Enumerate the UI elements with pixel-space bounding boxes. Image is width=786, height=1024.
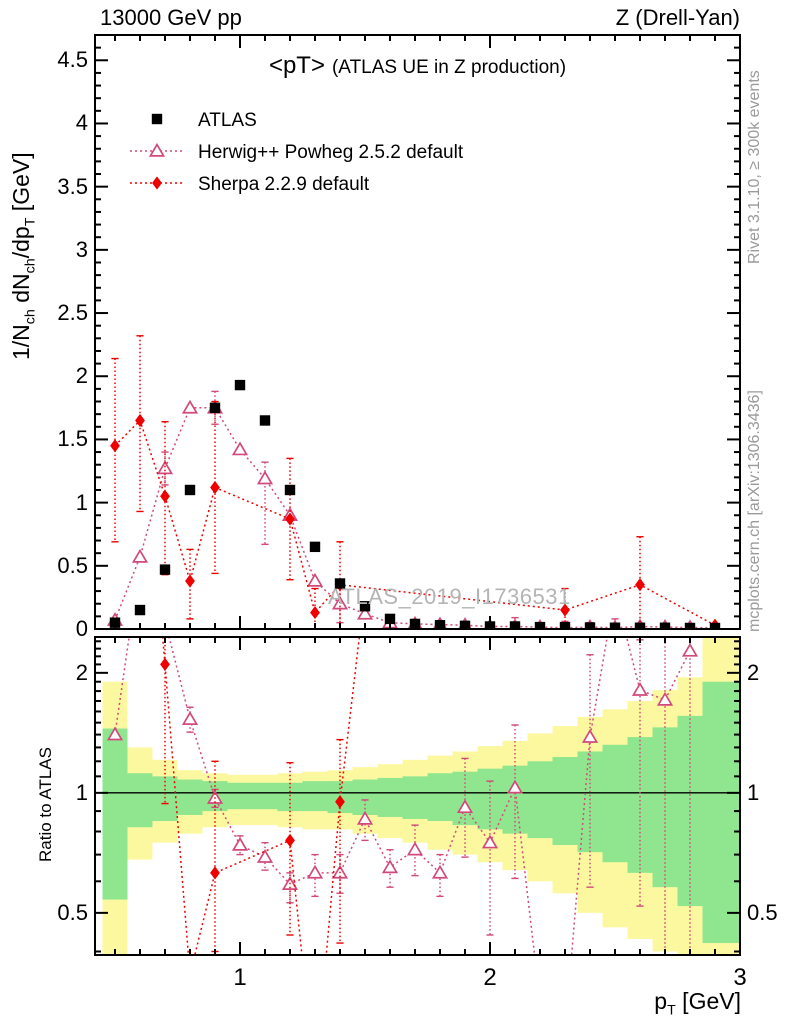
sherpa-diamond-marker-icon <box>128 170 186 201</box>
rivet-version-label: Rivet 3.1.10, ≥ 300k events <box>746 70 763 264</box>
main-y-tick-label: 2.5 <box>57 300 88 326</box>
green-band-bin <box>228 783 253 809</box>
plot-title-observable: <pT> <box>268 52 325 79</box>
plot-title <box>95 52 740 80</box>
green-band-bin <box>353 780 378 815</box>
legend-item-sherpa <box>128 172 369 198</box>
main-y-tick-label: 3 <box>75 236 88 262</box>
beam-energy-label: 13000 GeV pp <box>100 5 242 30</box>
green-band-bin <box>603 745 628 862</box>
legend-label: ATLAS <box>198 110 257 131</box>
main-y-tick-label: 1.5 <box>57 426 88 452</box>
main-y-tick-label: 4 <box>75 110 88 136</box>
main-y-tick-label: 3.5 <box>57 173 88 199</box>
ratio-uncertainty-bands <box>103 637 741 960</box>
green-band-bin <box>478 769 503 830</box>
green-band-bin <box>428 773 453 821</box>
green-band-bin <box>503 766 528 834</box>
legend-item-herwig <box>128 140 463 166</box>
green-band-bin <box>528 761 553 838</box>
atlas-square-marker-icon <box>128 106 186 137</box>
x-tick-label: 3 <box>733 964 747 991</box>
legend-label: Sherpa 2.2.9 default <box>198 174 370 195</box>
green-band-bin <box>153 776 178 821</box>
ratio-y-tick-label: 1 <box>75 779 88 805</box>
analysis-id-watermark: ATLAS_2019_I1736531 <box>328 584 571 609</box>
green-band-bin <box>178 780 203 815</box>
green-band-bin <box>303 781 328 811</box>
green-band-bin <box>128 773 153 827</box>
green-band-bin <box>553 757 578 845</box>
ratio-y-tick-label: 0.5 <box>57 899 88 925</box>
mcplots-reference-label: mcplots.cern.ch [arXiv:1306.3436] <box>746 390 763 632</box>
plot-title-detail: (ATLAS UE in Z production) <box>331 57 567 78</box>
main-y-tick-label: 1 <box>75 489 88 515</box>
ratio-y-axis-label: Ratio to ATLAS <box>36 747 55 862</box>
x-tick-label: 2 <box>483 964 497 991</box>
main-y-tick-label: 4.5 <box>57 47 88 73</box>
ratio-y-tick-label-right: 2 <box>747 659 760 685</box>
main-y-tick-label: 0 <box>75 616 88 641</box>
green-band-bin <box>103 729 128 900</box>
herwig-triangle-marker-icon <box>128 138 186 169</box>
main-y-tick-label: 0.5 <box>57 552 88 578</box>
green-band-bin <box>403 776 428 819</box>
ratio-y-tick-label-right: 1 <box>747 779 760 805</box>
legend-label: Herwig++ Powheg 2.5.2 default <box>198 142 464 163</box>
main-y-axis-label: $1/N_{ch}$ $dN_{ch}/dp_T$ [GeV] <box>8 152 39 360</box>
x-axis-label: $p_T$ [GeV] <box>654 988 741 1019</box>
x-tick-label: 1 <box>233 964 247 991</box>
ratio-y-tick-label: 2 <box>75 659 88 685</box>
green-band-bin <box>253 783 278 809</box>
process-label: Z (Drell-Yan) <box>615 5 740 30</box>
main-y-tick-label: 2 <box>75 363 88 389</box>
green-band-bin <box>378 778 403 817</box>
green-band-bin <box>578 751 603 852</box>
green-band-bin <box>703 682 741 943</box>
ratio-y-tick-label-right: 0.5 <box>747 899 778 925</box>
legend-item-atlas <box>128 108 257 134</box>
